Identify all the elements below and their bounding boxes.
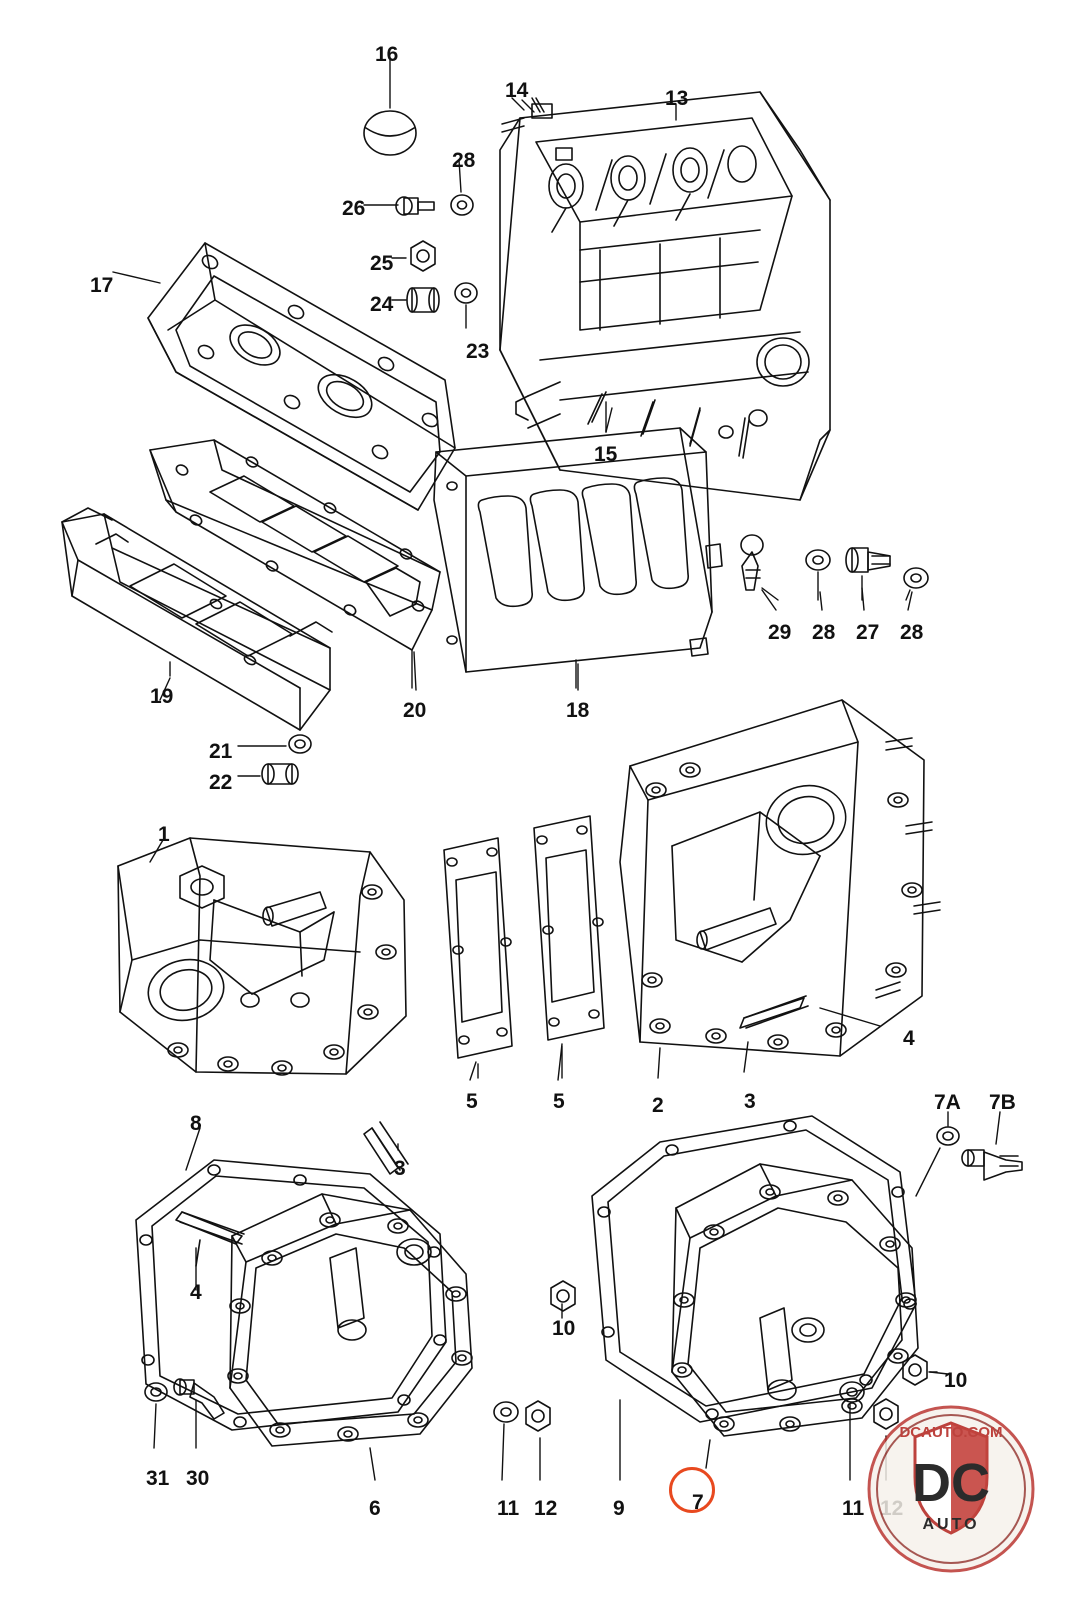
callout-30: 30 [186,1467,210,1490]
part-11-washer-left [494,1402,518,1480]
part-26-bolt [364,197,434,215]
callout-21: 21 [209,740,233,763]
part-22-bushing [238,764,298,784]
part-5-gasket-a [444,838,512,1078]
part-16-cap [364,60,416,155]
callout-25: 25 [370,252,394,275]
part-10-nut-right [903,1355,937,1385]
watermark-top-text: DCAUTO.COM [899,1424,1003,1441]
callout-10b: 10 [944,1369,968,1392]
part-5-gasket-b [534,816,604,1078]
callout-26: 26 [342,197,366,220]
callout-27: 27 [856,621,880,644]
callout-9: 9 [613,1497,625,1520]
callout-8: 8 [190,1112,202,1135]
callout-22: 22 [209,771,233,794]
part-1-crankcase-half [118,838,406,1075]
part-17-valve-cover [113,243,455,510]
part-20-gasket [150,440,440,688]
part-3-stud-a [740,996,880,1072]
callout-4b: 4 [190,1281,202,1304]
callout-29: 29 [768,621,792,644]
part-7A-washer [916,1112,959,1196]
callout-5b: 5 [553,1090,565,1113]
part-15-studs [516,382,749,458]
callout-16: 16 [375,43,399,66]
part-27-bolt [846,548,890,600]
callout-7A: 7A [934,1091,961,1114]
callout-13: 13 [665,87,689,110]
part-10-nut-mid [551,1281,575,1318]
callout-28c: 28 [900,621,924,644]
callout-2: 2 [652,1094,664,1117]
part-19-baffle [62,508,332,730]
part-13-cylinder-head [500,92,830,500]
part-18-gasket [434,428,722,688]
callout-5a: 5 [466,1090,478,1113]
callout-17: 17 [90,274,114,297]
callout-31: 31 [146,1467,170,1490]
callout-11b: 11 [842,1497,865,1520]
part-7B-sensor [962,1112,1022,1180]
part-28-washer-a [806,550,830,600]
part-30-sensor [174,1379,224,1448]
callout-23: 23 [466,340,490,363]
callout-28b: 28 [812,621,836,644]
callout-19: 19 [150,685,174,708]
part-23-washer [455,283,477,328]
callout-10a: 10 [552,1317,576,1340]
callout-7: 7 [692,1491,704,1514]
callout-18: 18 [566,699,590,722]
callout-12a: 12 [534,1497,558,1520]
callout-4a: 4 [903,1027,915,1050]
callout-14: 14 [505,79,529,102]
dc-auto-watermark [844,1389,1059,1594]
part-24-spacer [392,288,439,312]
callout-28a: 28 [452,149,476,172]
callout-11a: 11 [497,1497,520,1520]
callout-3b: 3 [394,1157,406,1180]
part-21-bushing [238,735,311,753]
part-29-bolt [741,535,778,600]
callout-24: 24 [370,293,394,316]
part-2-crankcase-half [620,700,940,1078]
callout-15: 15 [594,443,618,466]
callout-7B: 7B [989,1091,1016,1114]
callout-20: 20 [403,699,427,722]
callout-6: 6 [369,1497,381,1520]
part-12-nut-left [526,1401,550,1480]
callout-1: 1 [158,823,170,846]
part-28-washer-b [904,568,928,600]
part-25-nut [392,241,435,271]
callout-3a: 3 [744,1090,756,1113]
watermark-big-text: DC [912,1453,990,1513]
watermark-sub-text: AUTO [922,1516,980,1533]
